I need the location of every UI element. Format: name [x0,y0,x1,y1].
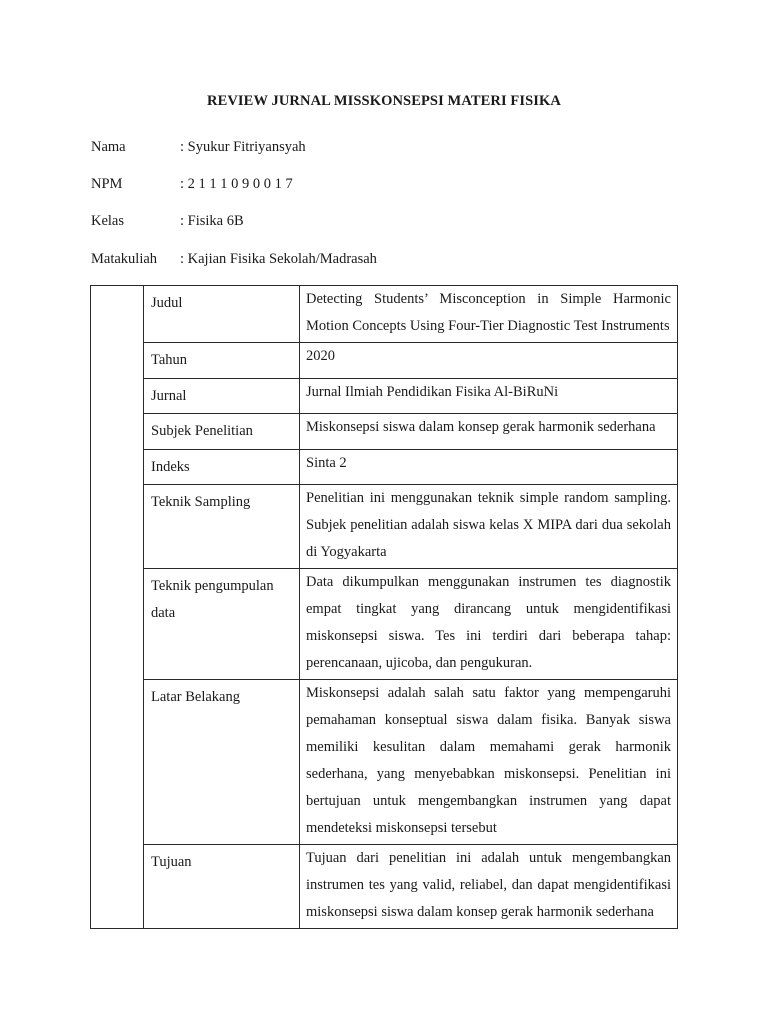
info-value: : 2 1 1 1 0 9 0 0 1 7 [180,176,293,192]
table-row-teknik-sampling [91,485,678,569]
review-table [90,285,678,929]
row-value-text: Jurnal Ilmiah Pendidikan Fisika Al-BiRuNi [306,383,559,400]
row-value [300,378,678,414]
info-value: : Kajian Fisika Sekolah/Madrasah [180,251,377,267]
row-value [300,286,678,343]
row-label: Tahun [144,343,300,379]
info-value: : Fisika 6B [180,213,244,229]
table-row-latar-belakang [91,680,678,845]
row-value [300,414,678,450]
row-label: Teknik Sampling [144,485,300,569]
table-row-tujuan [91,845,678,929]
row-value [300,343,678,379]
row-value-text: Miskonsepsi adalah salah satu faktor yang mempengaruhi pemahaman konseptual siswa dalam fisika. Banyak siswa memiliki kesulitan dalam memahami gerak harmonik sederhana, yang menyebabkan miskonsepsi. Penelitian ini bertujuan untuk mengembangkan instrumen yang dapat mendeteksi miskonsepsi tersebut [306,685,671,836]
row-value [300,485,678,569]
row-label: Judul [144,286,300,343]
row-value-text: 2020 [306,348,335,364]
row-label: Jurnal [144,378,300,414]
row-label: Latar Belakang [144,680,300,845]
row-value [300,680,678,845]
table-row-indeks [91,449,678,485]
row-label: Teknik pengumpulan data [144,569,300,680]
row-value-text: Penelitian ini menggunakan teknik simple random sampling. Subjek penelitian adalah siswa kelas X MIPA dari dua sekolah di Yogyakarta [306,490,671,560]
table-row-teknik-pengumpulan-data [91,569,678,680]
info-label: Kelas [91,213,125,229]
table-row-subjek-penelitian [91,414,678,450]
info-value: : Syukur Fitriyansyah [180,139,306,155]
table-row-jurnal [91,378,678,414]
row-value-text: Detecting Students’ Misconception in Simple Harmonic Motion Concepts Using Four-Tier Diagnostic Test Instruments [306,291,671,334]
row-value [300,845,678,929]
row-value-text: Tujuan dari penelitian ini adalah untuk mengembangkan instrumen tes yang valid, reliabel, dan dapat mengidentifikasi miskonsepsi siswa dalam konsep gerak harmonik sederhana [306,850,671,920]
row-label: Subjek Penelitian [144,414,300,450]
row-value [300,569,678,680]
info-label: NPM [91,176,123,192]
empty-column [91,286,144,929]
table-row-tahun [91,343,678,379]
row-label: Tujuan [144,845,300,929]
info-label: Nama [91,139,126,155]
document-title: REVIEW JURNAL MISSKONSEPSI MATERI FISIKA [207,93,561,109]
row-value-text: Sinta 2 [306,454,347,471]
row-value-text: Miskonsepsi siswa dalam konsep gerak harmonik sederhana [306,419,656,435]
table-row-judul [91,286,678,343]
row-value-text: Data dikumpulkan menggunakan instrumen tes diagnostik empat tingkat yang dirancang untuk mengidentifikasi miskonsepsi siswa. Tes ini terdiri dari beberapa tahap: perencanaan, ujicoba, dan pengukuran. [306,574,671,671]
row-label: Indeks [144,449,300,485]
row-value [300,449,678,485]
info-label: Matakuliah [91,251,158,267]
